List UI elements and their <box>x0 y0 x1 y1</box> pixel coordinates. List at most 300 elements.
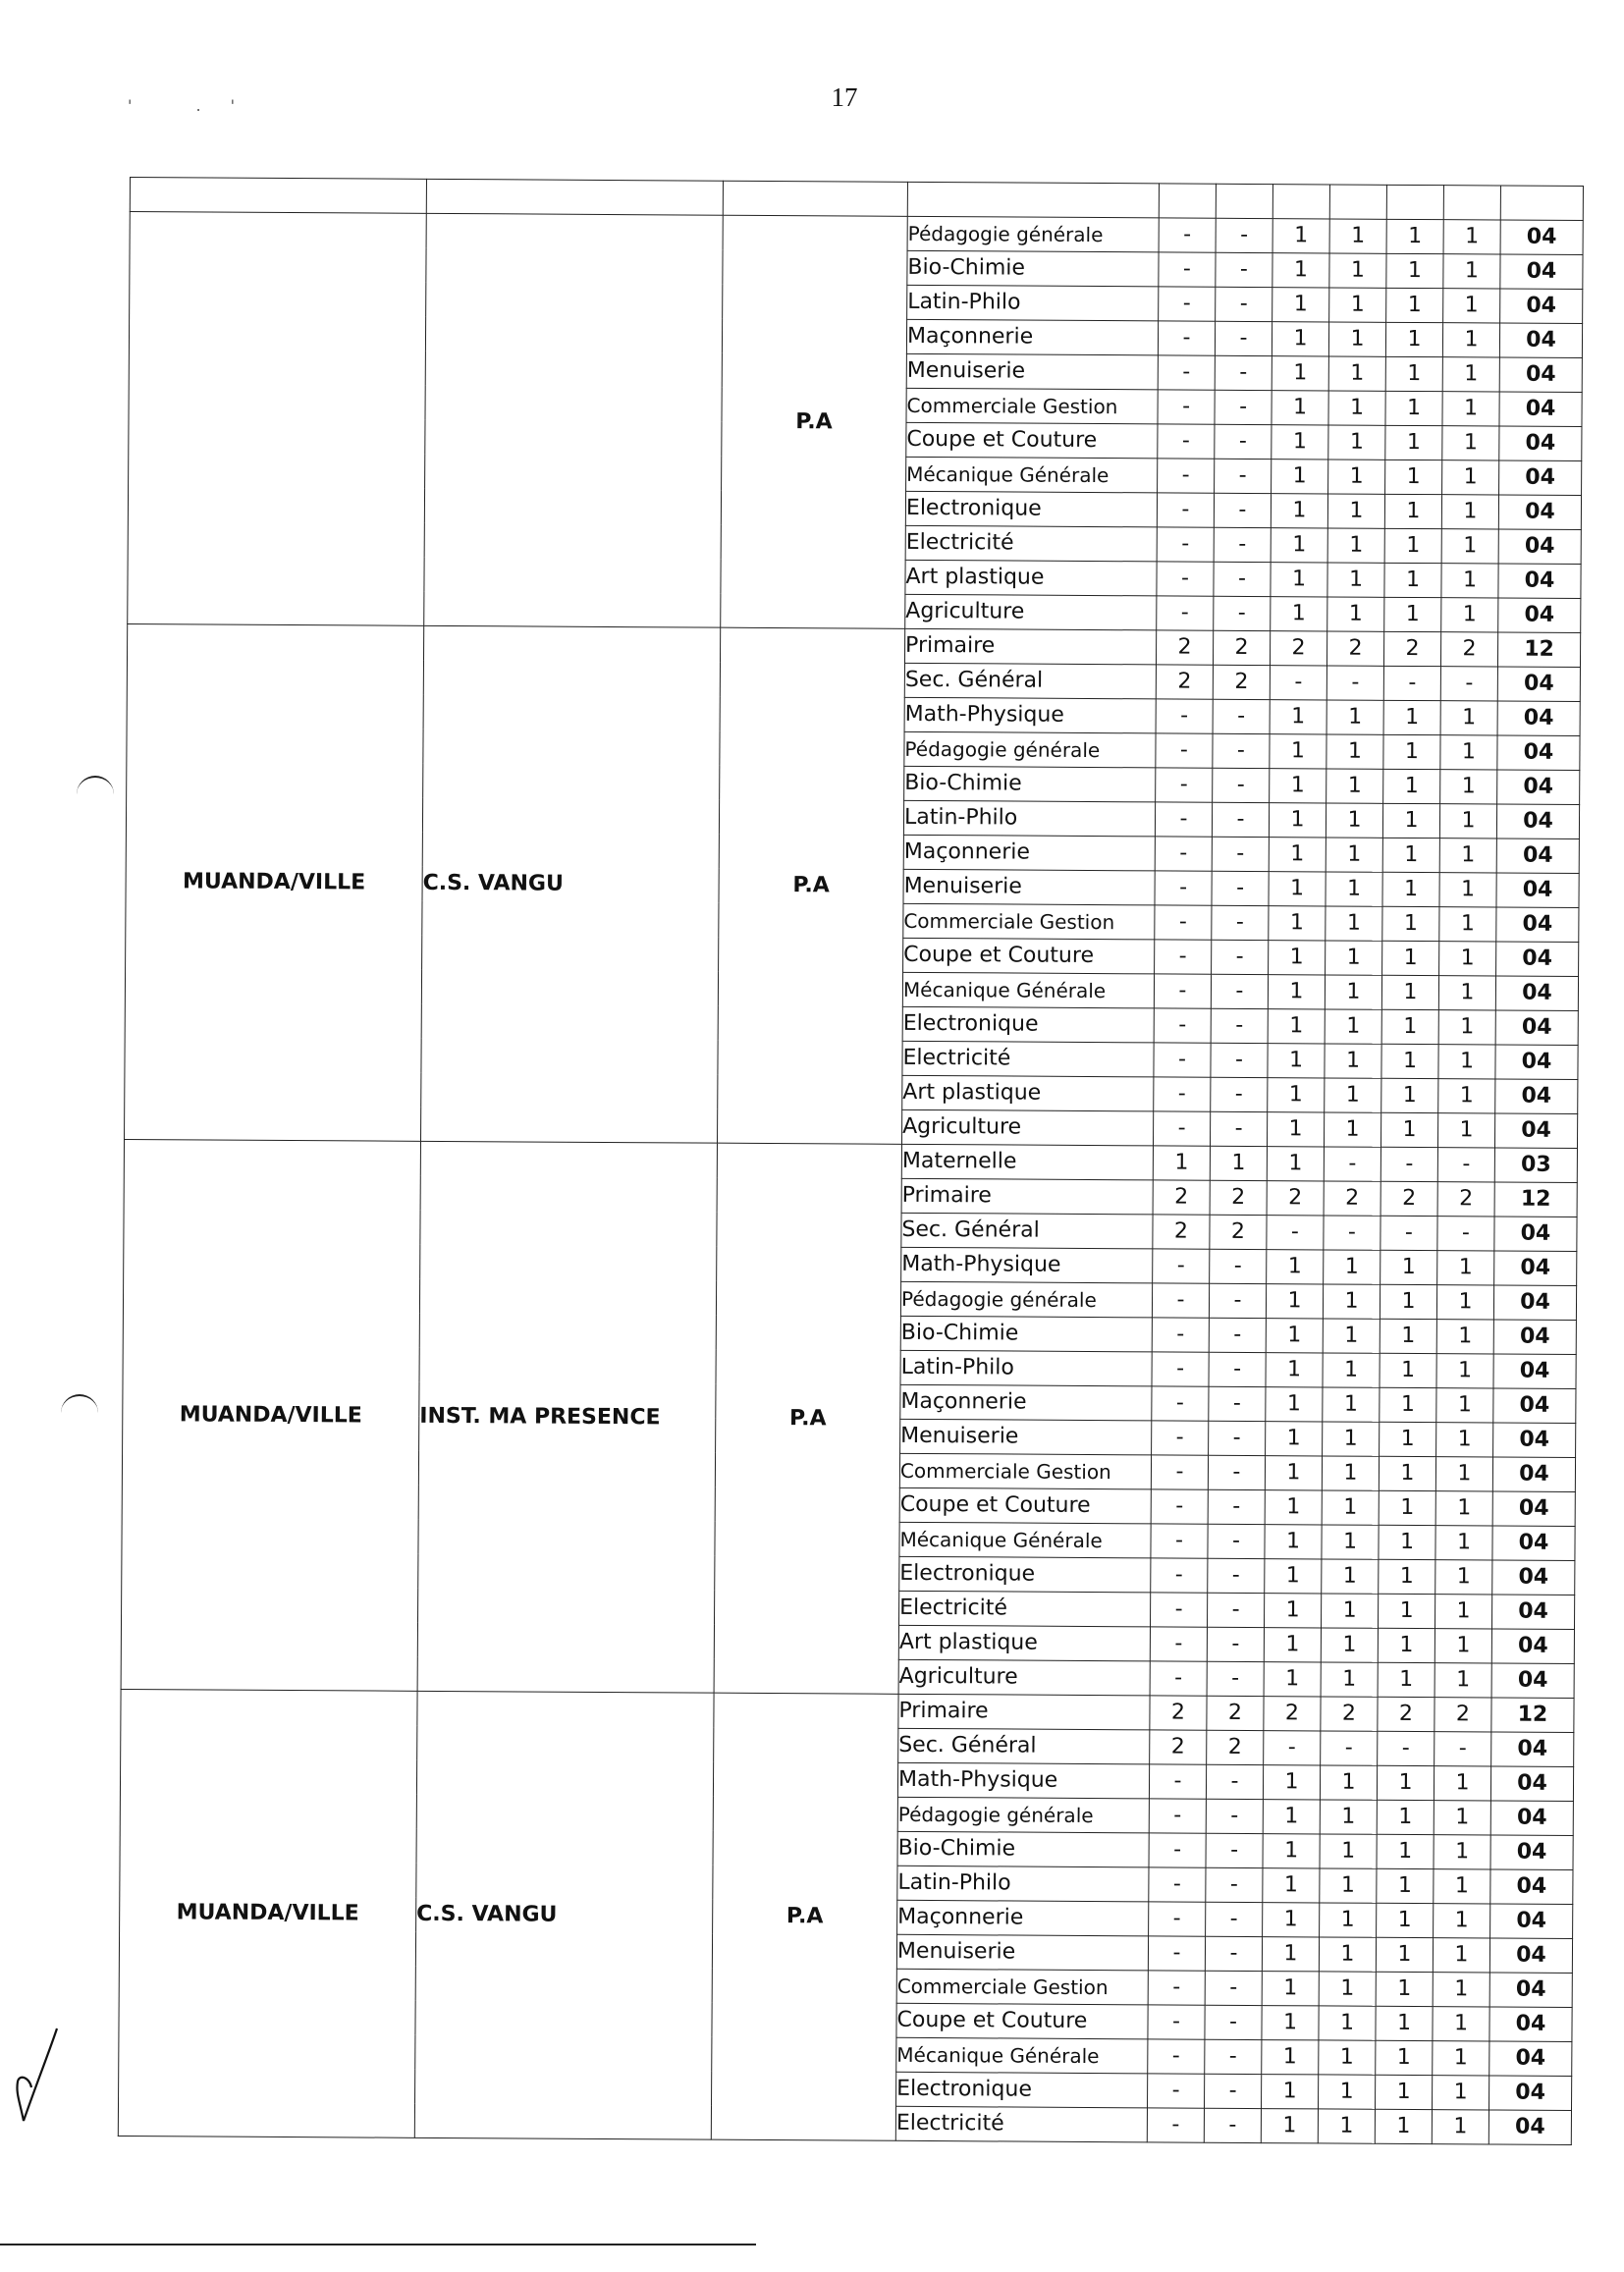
class-count-cell: - <box>1216 252 1272 287</box>
total-cell: 04 <box>1492 1457 1575 1492</box>
class-count-cell: 1 <box>1442 392 1499 426</box>
margin-mark <box>77 776 114 797</box>
class-count-cell: 1 <box>1269 941 1326 975</box>
total-cell: 04 <box>1494 1251 1577 1286</box>
class-count-cell: - <box>1150 1627 1207 1661</box>
class-count-cell: - <box>1437 1148 1494 1182</box>
class-count-cell: 1 <box>1385 425 1442 460</box>
class-count-cell: 1 <box>1436 1285 1493 1320</box>
class-count-cell: 1 <box>1443 289 1500 323</box>
class-count-cell: - <box>1148 1971 1205 2005</box>
class-count-cell: 1 <box>1265 1559 1322 1594</box>
class-count-cell: - <box>1150 1661 1207 1696</box>
allocation-table-wrapper <box>118 177 1583 2139</box>
header-cell <box>907 182 1159 218</box>
class-count-cell: - <box>1213 733 1270 768</box>
option-cell: Commerciale Gestion <box>906 388 1158 424</box>
option-cell: Latin-Philo <box>900 1350 1152 1386</box>
class-count-cell: - <box>1159 218 1216 252</box>
class-count-cell: 1 <box>1322 1456 1379 1490</box>
class-count-cell: 1 <box>1319 2006 1376 2040</box>
class-count-cell: 1 <box>1439 804 1496 838</box>
total-cell: 04 <box>1495 1010 1578 1046</box>
class-count-cell: - <box>1211 1043 1268 1077</box>
class-count-cell: 1 <box>1377 1800 1434 1834</box>
class-count-cell: 1 <box>1265 1490 1322 1525</box>
class-count-cell: 1 <box>1262 2006 1319 2040</box>
class-count-cell: 2 <box>1153 1215 1210 1249</box>
class-count-cell: - <box>1157 596 1214 630</box>
option-cell: Menuiserie <box>896 1934 1148 1971</box>
class-count-cell: 1 <box>1438 1010 1495 1045</box>
class-count-cell: 1 <box>1375 2109 1432 2143</box>
class-count-cell: - <box>1206 1799 1263 1833</box>
class-count-cell: - <box>1321 1731 1378 1765</box>
class-count-cell: 1 <box>1439 942 1496 976</box>
class-count-cell: - <box>1210 1111 1267 1146</box>
class-count-cell: - <box>1158 355 1215 390</box>
class-count-cell: 1 <box>1267 1250 1324 1284</box>
allocation-table <box>118 177 1584 2145</box>
class-count-cell: 1 <box>1272 219 1329 253</box>
total-cell: 04 <box>1497 667 1580 702</box>
location-cell: MUANDA/VILLE <box>121 1139 420 1691</box>
class-count-cell: - <box>1215 459 1272 493</box>
class-count-cell: - <box>1214 562 1271 596</box>
class-count-cell: 1 <box>1381 975 1438 1009</box>
class-count-cell: 2 <box>1378 1697 1435 1731</box>
total-cell: 04 <box>1495 1079 1578 1114</box>
class-count-cell: 1 <box>1439 838 1496 873</box>
class-count-cell: 1 <box>1326 838 1382 872</box>
total-cell: 04 <box>1491 1629 1574 1664</box>
class-count-cell: 1 <box>1323 1284 1380 1319</box>
class-count-cell: 1 <box>1327 528 1384 563</box>
class-count-cell: 1 <box>1440 770 1497 804</box>
total-cell: 12 <box>1497 632 1580 668</box>
class-count-cell: - <box>1149 1902 1206 1936</box>
class-count-cell: 1 <box>1323 1319 1380 1353</box>
option-cell: Bio-Chimie <box>904 766 1156 802</box>
class-count-cell: 1 <box>1382 941 1439 975</box>
class-count-cell: 2 <box>1326 631 1383 666</box>
option-cell: Electronique <box>896 2072 1148 2108</box>
class-count-cell: 1 <box>1264 1594 1321 1628</box>
class-count-cell: - <box>1326 666 1383 700</box>
option-cell: Coupe et Couture <box>906 422 1158 459</box>
class-count-cell: 1 <box>1378 1662 1435 1697</box>
class-count-cell: 1 <box>1328 425 1385 460</box>
header-cell <box>130 178 426 214</box>
class-count-cell: 1 <box>1380 1319 1436 1353</box>
class-count-cell: - <box>1154 974 1211 1008</box>
class-count-cell: 1 <box>1385 356 1442 391</box>
footer-rule <box>0 2244 756 2245</box>
class-count-cell: 1 <box>1435 1457 1492 1491</box>
class-count-cell: 1 <box>1377 1765 1434 1800</box>
class-count-cell: 1 <box>1432 2076 1489 2110</box>
class-count-cell: 1 <box>1269 838 1326 872</box>
class-count-cell: 1 <box>1438 1079 1495 1113</box>
class-count-cell: - <box>1157 527 1214 562</box>
class-count-cell: 1 <box>1268 1078 1325 1112</box>
class-count-cell: 1 <box>1269 906 1326 941</box>
class-count-cell: 1 <box>1323 1422 1380 1456</box>
option-cell: Math-Physique <box>897 1762 1149 1799</box>
class-count-cell: - <box>1208 1489 1265 1524</box>
option-cell: Agriculture <box>898 1659 1150 1696</box>
class-count-cell: 2 <box>1207 1730 1264 1764</box>
total-cell: 04 <box>1490 1766 1573 1802</box>
class-count-cell: - <box>1215 424 1272 459</box>
class-count-cell: - <box>1378 1731 1435 1765</box>
class-count-cell: 1 <box>1272 288 1329 322</box>
class-count-cell: - <box>1206 1764 1263 1799</box>
class-count-cell: 1 <box>1378 1628 1435 1662</box>
class-count-cell: 1 <box>1319 2075 1376 2109</box>
class-count-cell: - <box>1151 1489 1208 1524</box>
class-count-cell: - <box>1215 390 1272 424</box>
class-count-cell: 1 <box>1320 1800 1377 1834</box>
class-count-cell: 1 <box>1321 1662 1378 1697</box>
class-count-cell: - <box>1380 1216 1437 1250</box>
class-count-cell: - <box>1205 2005 1262 2039</box>
class-count-cell: 1 <box>1329 219 1386 253</box>
class-count-cell: 2 <box>1435 1698 1491 1732</box>
class-count-cell: 1 <box>1328 356 1385 391</box>
class-count-cell: - <box>1156 733 1213 768</box>
class-count-cell: - <box>1155 940 1212 974</box>
option-cell: Coupe et Couture <box>903 938 1155 974</box>
class-count-cell: 1 <box>1326 734 1383 769</box>
option-cell: Mécanique Générale <box>896 2037 1148 2074</box>
option-cell: Sec. Général <box>904 663 1156 699</box>
regime-cell: P.A <box>711 1693 898 2140</box>
class-count-cell: 1 <box>1376 2075 1433 2109</box>
option-cell: Sec. Général <box>898 1728 1150 1764</box>
class-count-cell: 1 <box>1272 391 1328 425</box>
total-cell: 04 <box>1498 495 1581 530</box>
total-cell: 04 <box>1497 735 1580 771</box>
class-count-cell: 1 <box>1322 1490 1379 1525</box>
class-count-cell: 1 <box>1323 1387 1380 1422</box>
class-count-cell: - <box>1205 2074 1262 2108</box>
class-count-cell: - <box>1152 1283 1209 1318</box>
total-cell: 04 <box>1500 254 1583 290</box>
class-count-cell: 1 <box>1384 494 1441 528</box>
class-count-cell: 1 <box>1434 1766 1490 1801</box>
class-count-cell: 1 <box>1271 528 1327 563</box>
class-count-cell: - <box>1155 802 1212 837</box>
class-count-cell: - <box>1206 1867 1263 1902</box>
class-count-cell: 2 <box>1264 1697 1321 1731</box>
class-count-cell: - <box>1208 1524 1265 1558</box>
class-count-cell: 2 <box>1210 1215 1267 1249</box>
class-count-cell: 1 <box>1438 1045 1495 1079</box>
class-count-cell: - <box>1152 1318 1209 1352</box>
class-count-cell: - <box>1209 1386 1266 1421</box>
class-count-cell: 1 <box>1328 460 1385 494</box>
class-count-cell: - <box>1209 1421 1266 1455</box>
class-count-cell: 1 <box>1435 1629 1491 1663</box>
class-count-cell: - <box>1151 1524 1208 1558</box>
option-cell: Primaire <box>901 1178 1153 1215</box>
option-cell: Commerciale Gestion <box>899 1453 1151 1489</box>
total-cell: 04 <box>1494 1217 1577 1252</box>
total-cell: 12 <box>1494 1182 1577 1217</box>
class-count-cell: 1 <box>1386 253 1443 288</box>
class-count-cell: 1 <box>1376 1937 1433 1972</box>
option-cell: Bio-Chimie <box>907 250 1159 287</box>
total-cell: 03 <box>1494 1148 1577 1183</box>
class-count-cell: 2 <box>1213 630 1270 665</box>
class-count-cell: - <box>1155 837 1212 871</box>
class-count-cell: - <box>1215 355 1272 390</box>
class-count-cell: 1 <box>1263 1800 1320 1834</box>
school-cell: INST. MA PRESENCE <box>417 1141 717 1693</box>
option-cell: Latin-Philo <box>897 1866 1149 1902</box>
class-count-cell: 1 <box>1262 1972 1319 2006</box>
class-count-cell: - <box>1205 1971 1262 2005</box>
class-count-cell: - <box>1148 2039 1205 2074</box>
class-count-cell: 1 <box>1443 220 1500 254</box>
class-count-cell: 1 <box>1436 1320 1493 1354</box>
option-cell: Art plastique <box>902 1075 1154 1111</box>
option-cell: Maçonnerie <box>897 1900 1149 1936</box>
total-cell: 04 <box>1494 1113 1577 1149</box>
class-count-cell: 1 <box>1381 1044 1438 1078</box>
total-cell: 04 <box>1493 1320 1576 1355</box>
option-cell: Pédagogie générale <box>907 216 1159 252</box>
class-count-cell: - <box>1208 1455 1265 1489</box>
class-count-cell: - <box>1151 1558 1208 1593</box>
class-count-cell: - <box>1216 218 1272 252</box>
header-cell <box>1386 185 1443 219</box>
class-count-cell: 1 <box>1327 597 1384 631</box>
class-count-cell: - <box>1206 1902 1263 1936</box>
class-count-cell: - <box>1380 1147 1437 1181</box>
total-cell: 04 <box>1496 804 1579 839</box>
class-count-cell: 1 <box>1320 1765 1377 1800</box>
class-count-cell: - <box>1150 1593 1207 1627</box>
option-cell: Bio-Chimie <box>900 1316 1152 1352</box>
class-count-cell: 1 <box>1321 1628 1378 1662</box>
total-cell: 04 <box>1491 1663 1574 1699</box>
class-count-cell: 1 <box>1441 529 1498 564</box>
total-cell: 04 <box>1493 1388 1576 1424</box>
class-count-cell: - <box>1207 1627 1264 1661</box>
class-count-cell: 1 <box>1321 1594 1378 1628</box>
class-count-cell: 1 <box>1266 1319 1323 1353</box>
total-cell: 04 <box>1492 1491 1575 1527</box>
class-count-cell: 1 <box>1264 1662 1321 1697</box>
total-cell: 04 <box>1489 2110 1571 2145</box>
total-cell: 04 <box>1490 1869 1573 1905</box>
class-count-cell: 1 <box>1376 2040 1433 2075</box>
class-count-cell: - <box>1211 1077 1268 1111</box>
class-count-cell: 1 <box>1380 1112 1437 1147</box>
option-cell: Agriculture <box>901 1109 1153 1146</box>
class-count-cell: 2 <box>1150 1730 1207 1764</box>
class-count-cell: 1 <box>1435 1560 1492 1595</box>
class-count-cell: 1 <box>1443 254 1500 289</box>
class-count-cell: - <box>1214 596 1271 630</box>
class-count-cell: 1 <box>1434 1869 1490 1904</box>
class-count-cell: 1 <box>1442 460 1499 495</box>
page-number: 17 <box>831 82 858 112</box>
class-count-cell: 1 <box>1385 391 1442 425</box>
option-cell: Electronique <box>905 491 1157 527</box>
option-cell: Primaire <box>904 628 1156 665</box>
class-count-cell: - <box>1157 562 1214 596</box>
total-cell: 04 <box>1489 1938 1572 1974</box>
school-cell: C.S. VANGU <box>414 1691 714 2139</box>
class-count-cell: - <box>1157 493 1214 527</box>
class-count-cell: 1 <box>1385 460 1442 494</box>
class-count-cell: 1 <box>1326 700 1383 734</box>
total-cell: 04 <box>1496 838 1579 874</box>
class-count-cell: - <box>1154 1008 1211 1043</box>
class-count-cell: - <box>1324 1147 1380 1181</box>
class-count-cell: 2 <box>1153 1180 1210 1215</box>
class-count-cell: - <box>1156 699 1213 733</box>
class-count-cell: 2 <box>1321 1697 1378 1731</box>
class-count-cell: 1 <box>1324 1112 1380 1147</box>
class-count-cell: - <box>1158 424 1215 459</box>
option-cell: Mécanique Générale <box>899 1522 1151 1558</box>
total-cell: 04 <box>1489 1973 1572 2008</box>
header-cell <box>426 179 723 215</box>
class-count-cell: 1 <box>1265 1456 1322 1490</box>
location-cell <box>128 212 427 626</box>
class-count-cell: 1 <box>1442 426 1499 460</box>
class-count-cell: 1 <box>1268 1044 1325 1078</box>
class-count-cell: 1 <box>1380 1284 1436 1319</box>
class-count-cell: - <box>1152 1386 1209 1421</box>
class-count-cell: - <box>1212 871 1269 905</box>
class-count-cell: 1 <box>1376 2006 1433 2040</box>
option-cell: Coupe et Couture <box>899 1488 1151 1524</box>
class-count-cell: - <box>1152 1352 1209 1386</box>
class-count-cell: 1 <box>1323 1353 1380 1387</box>
class-count-cell: - <box>1148 1936 1205 1971</box>
class-count-cell: 2 <box>1383 631 1440 666</box>
option-cell: Sec. Général <box>901 1213 1153 1249</box>
class-count-cell: - <box>1215 321 1272 355</box>
class-count-cell: 2 <box>1267 1181 1324 1216</box>
class-count-cell: 1 <box>1434 1904 1490 1938</box>
class-count-cell: 1 <box>1437 1251 1494 1285</box>
header-cell <box>1159 184 1216 218</box>
class-count-cell: 1 <box>1327 494 1384 528</box>
class-count-cell: 1 <box>1326 803 1382 838</box>
class-count-cell: 1 <box>1381 1009 1438 1044</box>
class-count-cell: 1 <box>1319 1937 1376 1972</box>
class-count-cell: 1 <box>1271 597 1327 631</box>
header-cell <box>1272 185 1329 219</box>
class-count-cell: 1 <box>1380 1250 1437 1284</box>
class-count-cell: 1 <box>1270 769 1326 803</box>
class-count-cell: 1 <box>1329 288 1386 322</box>
total-cell: 04 <box>1489 2041 1572 2077</box>
class-count-cell: - <box>1207 1593 1264 1627</box>
class-count-cell: 1 <box>1322 1525 1379 1559</box>
option-cell: Math-Physique <box>904 697 1156 733</box>
class-count-cell: 2 <box>1270 631 1326 666</box>
class-count-cell: - <box>1211 1008 1268 1043</box>
class-count-cell: 1 <box>1262 2075 1319 2109</box>
class-count-cell: 1 <box>1441 598 1498 632</box>
class-count-cell: - <box>1209 1318 1266 1352</box>
class-count-cell: 1 <box>1436 1354 1493 1388</box>
option-cell: Electricité <box>899 1591 1151 1627</box>
option-cell: Mécanique Générale <box>902 972 1154 1008</box>
total-cell: 04 <box>1493 1354 1576 1389</box>
class-count-cell: - <box>1435 1732 1491 1766</box>
class-count-cell: 1 <box>1272 460 1328 494</box>
class-count-cell: - <box>1149 1833 1206 1867</box>
total-cell: 04 <box>1498 529 1581 565</box>
class-count-cell: - <box>1152 1421 1209 1455</box>
option-cell: Electronique <box>902 1006 1154 1043</box>
total-cell: 04 <box>1499 323 1582 358</box>
class-count-cell: 1 <box>1270 734 1326 769</box>
class-count-cell: 1 <box>1380 1353 1436 1387</box>
class-count-cell: 1 <box>1326 906 1382 941</box>
class-count-cell: - <box>1158 459 1215 493</box>
class-count-cell: - <box>1209 1352 1266 1386</box>
class-count-cell: 1 <box>1266 1387 1323 1422</box>
total-cell: 04 <box>1498 564 1581 599</box>
class-count-cell: 1 <box>1325 1044 1381 1078</box>
total-cell: 04 <box>1497 701 1580 736</box>
class-count-cell: 1 <box>1272 356 1328 391</box>
class-count-cell: 1 <box>1439 907 1496 942</box>
option-cell: Commerciale Gestion <box>896 1969 1148 2005</box>
class-count-cell: - <box>1205 1936 1262 1971</box>
class-count-cell: - <box>1440 667 1497 701</box>
class-count-cell: - <box>1212 837 1269 871</box>
class-count-cell: - <box>1212 802 1269 837</box>
total-cell: 04 <box>1491 1595 1574 1630</box>
option-cell: Electricité <box>895 2106 1147 2142</box>
class-count-cell: - <box>1149 1799 1206 1833</box>
class-count-cell: - <box>1210 1249 1267 1283</box>
class-count-cell: - <box>1153 1249 1210 1283</box>
option-cell: Bio-Chimie <box>897 1831 1149 1867</box>
class-count-cell: 1 <box>1264 1628 1321 1662</box>
class-count-cell: - <box>1156 768 1213 802</box>
class-count-cell: 1 <box>1385 322 1442 356</box>
class-count-cell: 1 <box>1325 1078 1381 1112</box>
total-cell: 04 <box>1495 1045 1578 1080</box>
class-count-cell: 1 <box>1441 564 1498 598</box>
option-cell: Maçonnerie <box>900 1384 1152 1421</box>
total-cell: 04 <box>1493 1285 1576 1321</box>
class-count-cell: 1 <box>1437 1113 1494 1148</box>
total-cell: 04 <box>1496 873 1579 908</box>
class-count-cell: - <box>1158 321 1215 355</box>
regime-cell: P.A <box>714 1143 901 1694</box>
total-cell: 04 <box>1500 220 1583 255</box>
class-count-cell: 1 <box>1435 1491 1492 1526</box>
class-count-cell: - <box>1212 905 1269 940</box>
class-count-cell: - <box>1148 2074 1205 2108</box>
class-count-cell: 1 <box>1266 1422 1323 1456</box>
class-count-cell: 1 <box>1272 253 1329 288</box>
class-count-cell: - <box>1159 252 1216 287</box>
class-count-cell: - <box>1214 527 1271 562</box>
